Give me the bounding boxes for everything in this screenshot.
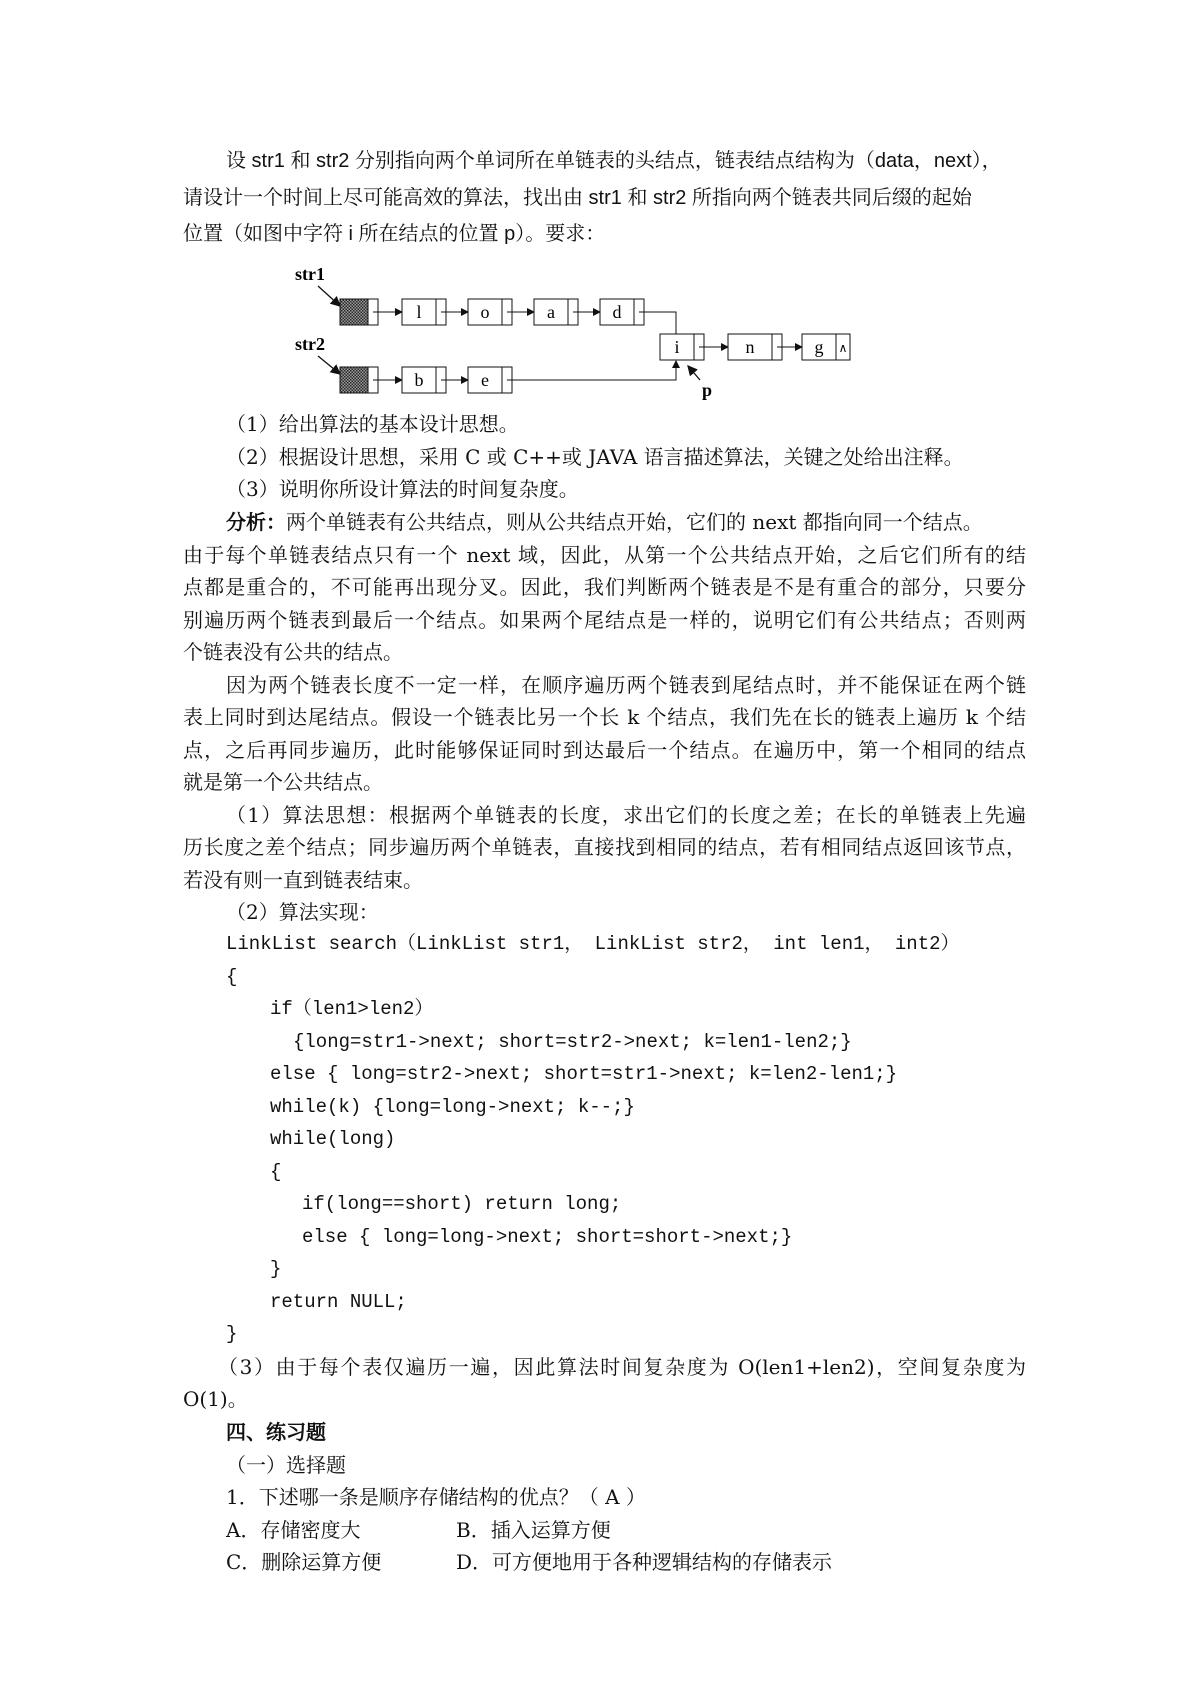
node-e: [468, 367, 512, 393]
option-b: B．插入运算方便: [456, 1518, 611, 1542]
node-d: [600, 299, 644, 325]
node-a: [534, 299, 578, 325]
intro-line-1: 设 str1 和 str2 分别指向两个单词所在单链表的头结点，链表结点结构为（data，next），: [226, 150, 1002, 172]
linked-list-diagram: [290, 262, 920, 400]
code-line-10: else { long=long->next; short=short->next;}: [302, 1226, 793, 1248]
node-l: [402, 299, 446, 325]
node-g: [802, 334, 850, 360]
idea-line-1: （1）算法思想：根据两个单链表的长度，求出它们的长度之差；在长的单链表上先遍: [226, 803, 1026, 827]
analysis-line-2: 由于每个单链表结点只有一个 next 域，因此，从第一个公共结点开始，之后它们所有的结: [183, 543, 1026, 567]
analysis-p2-line-3: 点，之后再同步遍历，此时能够保证同时到达最后一个结点。在遍历中，第一个相同的结点: [183, 738, 1026, 762]
analysis-label: 分析：: [226, 510, 286, 534]
str2-label: str2: [295, 334, 325, 354]
node-l-label: l: [416, 302, 422, 322]
code-line-7: while(long): [270, 1128, 396, 1150]
analysis-text-1: 两个单链表有公共结点，则从公共结点开始，它们的 next 都指向同一个结点。: [286, 510, 983, 534]
code-line-5: else { long=str2->next; short=str1->next; k=len2-len1;}: [270, 1063, 898, 1085]
section-subtitle: （一）选择题: [226, 1453, 346, 1477]
node-n-label: n: [745, 337, 755, 357]
code-line-6: while(k) {long=long->next; k--;}: [270, 1096, 635, 1118]
code-line-13: }: [226, 1323, 238, 1345]
node-d-label: d: [612, 302, 622, 322]
idea-line-2: 历长度之差个结点；同步遍历两个单链表，直接找到相同的结点，若有相同结点返回该节点，: [183, 835, 1026, 859]
node-o: [468, 299, 512, 325]
node-e-label: e: [481, 370, 489, 390]
pointer-p-label: p: [702, 380, 713, 400]
analysis-p2-line-4: 就是第一个公共结点。: [183, 770, 383, 794]
code-line-4: {long=str1->next; short=str2->next; k=len1-len2;}: [293, 1031, 852, 1053]
intro-line-3: 位置（如图中字符 i 所在结点的位置 p）。要求：: [183, 223, 606, 245]
analysis-line-1: [226, 508, 1026, 536]
requirement-3: （3）说明你所设计算法的时间复杂度。: [226, 477, 579, 501]
analysis-p2-line-1: 因为两个链表长度不一定一样，在顺序遍历两个链表到尾结点时，并不能保证在两个链: [226, 673, 1026, 697]
option-c: C．删除运算方便: [226, 1550, 382, 1574]
impl-label: （2）算法实现：: [226, 900, 379, 924]
code-line-9: if(long==short) return long;: [302, 1193, 622, 1215]
node-b: [402, 367, 446, 393]
str2-head-node: [340, 367, 368, 393]
null-mark: ∧: [838, 341, 848, 355]
code-line-12: return NULL;: [270, 1291, 407, 1313]
node-g-label: g: [814, 337, 824, 357]
str1-head-node: [340, 299, 368, 325]
code-line-11: }: [270, 1258, 282, 1280]
code-line-3: if（len1>len2）: [270, 998, 434, 1020]
node-n: [728, 334, 782, 360]
analysis-line-3: 点都是重合的，不可能再出现分叉。因此，我们判断两个链表是不是有重合的部分，只要分: [183, 575, 1026, 599]
node-i-label: i: [674, 337, 680, 357]
requirement-2: （2）根据设计思想，采用 C 或 C++或 JAVA 语言描述算法，关键之处给出注释。: [226, 445, 964, 469]
option-a: A．存储密度大: [226, 1518, 361, 1542]
analysis-line-4: 别遍历两个链表到最后一个结点。如果两个尾结点是一样的，说明它们有公共结点；否则两: [183, 608, 1026, 632]
section-title: 四、练习题: [226, 1420, 326, 1444]
analysis-line-5: 个链表没有公共的结点。: [183, 640, 403, 664]
intro-line-2: 请设计一个时间上尽可能高效的算法，找出由 str1 和 str2 所指向两个链表共同后缀的起始: [183, 187, 972, 209]
question-1: 1．下述哪一条是顺序存储结构的优点？（ A ）: [226, 1485, 646, 1509]
node-o-label: o: [480, 302, 490, 322]
node-a-label: a: [547, 302, 555, 322]
node-b-label: b: [414, 370, 424, 390]
str1-label: str1: [295, 264, 325, 284]
complexity-line-1: （3）由于每个表仅遍历一遍，因此算法时间复杂度为 O(len1+len2)，空间复杂度为: [218, 1355, 1026, 1379]
idea-line-3: 若没有则一直到链表结束。: [183, 868, 423, 892]
code-line-8: {: [270, 1161, 282, 1183]
code-line-2: {: [226, 966, 238, 988]
complexity-line-2: O(1)。: [183, 1387, 248, 1411]
option-d: D．可方便地用于各种逻辑结构的存储表示: [456, 1550, 833, 1574]
node-i: [660, 334, 704, 360]
code-line-1: LinkList search（LinkList str1， LinkList str2， int len1， int2）: [226, 933, 960, 955]
requirement-1: （1）给出算法的基本设计思想。: [226, 412, 519, 436]
analysis-p2-line-2: 表上同时到达尾结点。假设一个链表比另一个长 k 个结点，我们先在长的链表上遍历 k 个结: [183, 705, 1026, 729]
